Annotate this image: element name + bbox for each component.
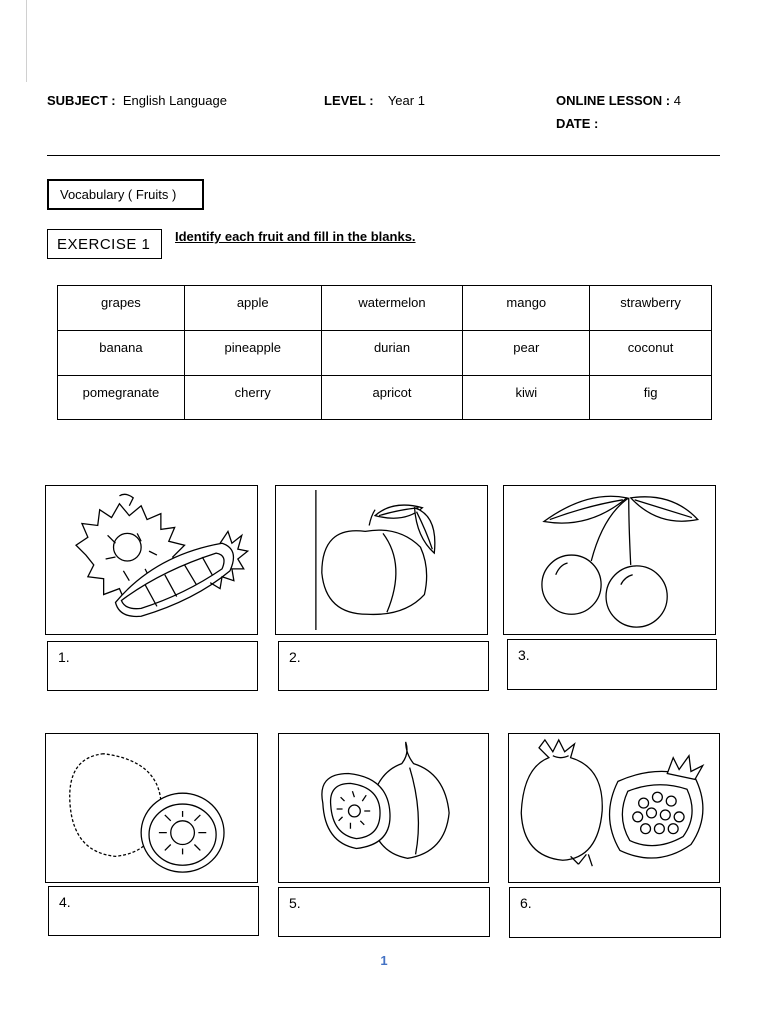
answer-number: 5. [289,895,301,911]
fig-icon [279,734,488,882]
lesson-field [556,93,681,108]
lesson-value: 4 [673,93,681,108]
answer-box-1[interactable] [47,641,258,691]
answer-number: 6. [520,895,532,911]
exercise-instruction: Identify each fruit and fill in the blanks. [175,229,416,244]
level-label: LEVEL : [324,93,374,108]
answer-number: 3. [518,647,530,663]
word-cell: kiwi [463,376,590,420]
word-cell: coconut [590,331,712,376]
apricot-icon [276,486,487,634]
word-cell: apple [184,286,321,331]
picture-frame-3 [503,485,716,635]
word-cell: watermelon [321,286,463,331]
subject-value: English Language [122,93,227,108]
pomegranate-icon [509,734,719,882]
durian-icon [46,486,257,634]
answer-box-2[interactable] [278,641,489,691]
table-row [58,376,712,420]
table-row [58,331,712,376]
word-cell: durian [321,331,463,376]
subject-field [47,93,227,108]
picture-frame-1 [45,485,258,635]
topic-box [47,179,204,210]
subject-label: SUBJECT : [47,93,116,108]
cherry-icon [504,486,715,634]
picture-frame-4 [45,733,258,883]
margin-line [26,0,27,82]
topic-title: Vocabulary ( Fruits ) [60,187,177,202]
answer-number: 1. [58,649,70,665]
word-bank-table [57,285,712,420]
level-field [324,93,425,108]
exercise-label-box [47,229,162,259]
lesson-label: ONLINE LESSON : [556,93,671,108]
word-cell: pear [463,331,590,376]
word-cell: apricot [321,376,463,420]
table-row [58,286,712,331]
page-number: 1 [380,953,388,968]
picture-frame-5 [278,733,489,883]
level-value: Year 1 [387,93,425,108]
answer-box-6[interactable] [509,887,721,938]
exercise-label: EXERCISE 1 [57,235,151,253]
header-divider [47,155,720,156]
date-field [556,116,598,131]
answer-box-4[interactable] [48,886,259,936]
answer-box-5[interactable] [278,887,490,937]
picture-frame-2 [275,485,488,635]
answer-number: 2. [289,649,301,665]
word-cell: pineapple [184,331,321,376]
word-cell: pomegranate [58,376,185,420]
kiwi-icon [46,734,257,882]
word-cell: mango [463,286,590,331]
word-cell: cherry [184,376,321,420]
word-cell: banana [58,331,185,376]
word-cell: fig [590,376,712,420]
word-cell: strawberry [590,286,712,331]
answer-number: 4. [59,894,71,910]
picture-frame-6 [508,733,720,883]
date-label: DATE : [556,116,599,131]
answer-box-3[interactable] [507,639,717,690]
word-cell: grapes [58,286,185,331]
